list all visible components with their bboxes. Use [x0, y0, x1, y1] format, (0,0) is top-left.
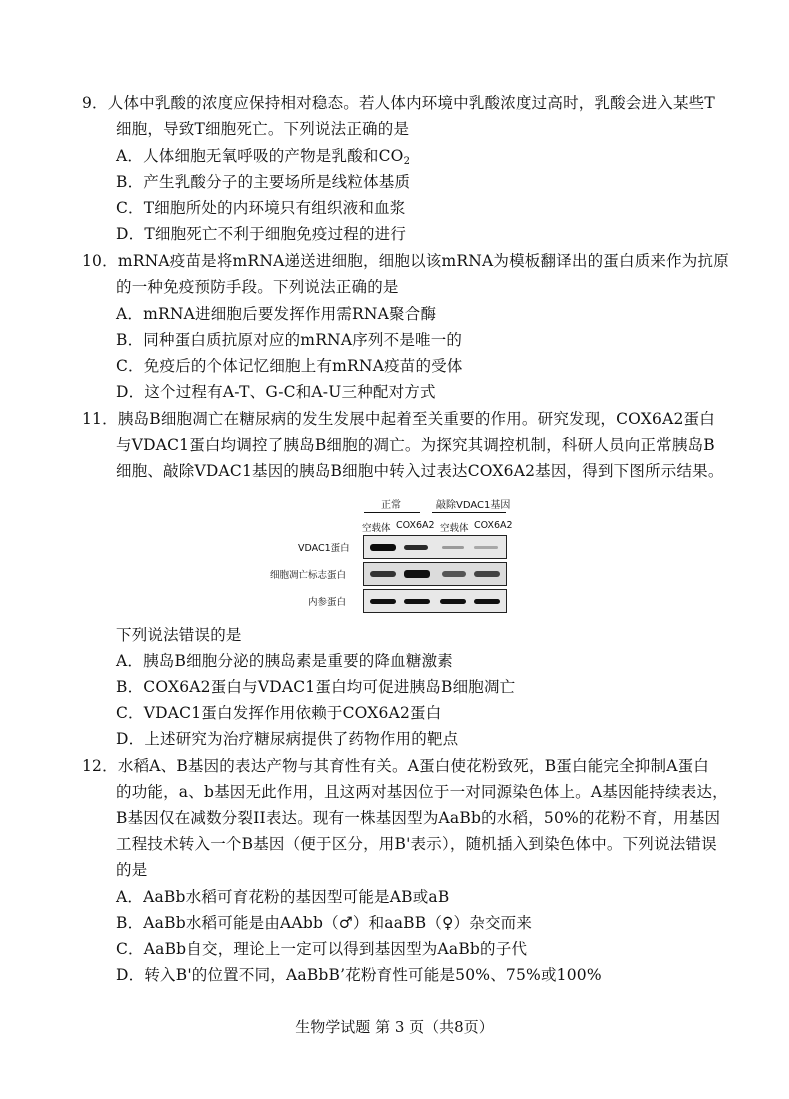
q10-stem-line-1: 10．mRNA疫苗是将mRNA递送进细胞，细胞以该mRNA为模板翻译出的蛋白质来作为抗原: [82, 252, 729, 270]
q12-stem-line-5: 的是: [116, 861, 148, 879]
blot-lane-1-label: 空载体: [362, 523, 391, 534]
blot-group-normal: 正常: [381, 500, 401, 511]
blot-lane-3-label: 空载体: [440, 523, 469, 534]
q9-option-b: B．产生乳酸分子的主要场所是线粒体基质: [116, 173, 411, 191]
band-vdac1-lane1: [370, 544, 396, 551]
band-vdac1-lane2: [404, 545, 428, 550]
q11-option-c: C．VDAC1蛋白发挥作用依赖于COX6A2蛋白: [116, 704, 442, 722]
blot-row-1-label: VDAC1蛋白: [298, 543, 350, 554]
q12-option-b: B．AaBb水稻可能是由AAbb（♂）和aaBB（♀）杂交而来: [116, 914, 533, 932]
q10-option-c: C．免疫后的个体记忆细胞上有mRNA疫苗的受体: [116, 357, 463, 375]
q11-stem-line-3: 细胞、敲除VDAC1基因的胰岛B细胞中转入过表达COX6A2基因，得到下图所示结果。: [116, 462, 724, 480]
q9-stem-line-2: 细胞，导致T细胞死亡。下列说法正确的是: [116, 120, 410, 138]
q9-stem-line-1: 9．人体中乳酸的浓度应保持相对稳态。若人体内环境中乳酸浓度过高时，乳酸会进入某些T: [82, 94, 715, 112]
blot-group-knockout: 敲除VDAC1基因: [436, 500, 511, 511]
band-marker-lane2: [404, 570, 430, 578]
q12-option-a: A．AaBb水稻可育花粉的基因型可能是AB或aB: [116, 888, 450, 906]
q12-option-c: C．AaBb自交，理论上一定可以得到基因型为AaBb的子代: [116, 940, 528, 958]
q10-option-a: A．mRNA进细胞后要发挥作用需RNA聚合酶: [116, 305, 437, 323]
band-vdac1-lane3: [442, 546, 464, 549]
q9-option-c: C．T细胞所处的内环境只有组织液和血浆: [116, 199, 406, 217]
blot-lane-4-label: COX6A2: [474, 520, 513, 531]
q12-stem-line-1: 12．水稻A、B基因的表达产物与其育性有关。A蛋白使花粉致死，B蛋白能完全抑制A蛋白: [82, 757, 709, 775]
q12-stem-line-2: 的功能，a、b基因无此作用，且这两对基因位于一对同源染色体上。A基因能持续表达，: [116, 783, 728, 801]
q10-option-d: D．这个过程有A-T、G-C和A-U三种配对方式: [116, 383, 436, 401]
band-control-lane3: [440, 599, 466, 604]
blot-panel-apoptosis-marker: [363, 562, 507, 586]
q11-option-d: D．上述研究为治疗糖尿病提供了药物作用的靶点: [116, 730, 459, 748]
q11-stem-line-2: 与VDAC1蛋白均调控了胰岛B细胞的凋亡。为探究其调控机制，科研人员向正常胰岛B: [116, 436, 715, 454]
q11-stem-line-1: 11．胰岛B细胞凋亡在糖尿病的发生发展中起着至关重要的作用。研究发现，COX6A2蛋白: [82, 410, 715, 428]
band-control-lane2: [404, 599, 430, 604]
western-blot-figure: [268, 492, 538, 612]
band-marker-lane4: [474, 571, 500, 577]
blot-row-2-label: 细胞凋亡标志蛋白: [270, 570, 347, 581]
q11-option-b: B．COX6A2蛋白与VDAC1蛋白均可促进胰岛B细胞凋亡: [116, 678, 516, 696]
blot-group-knockout-underline: [432, 512, 506, 513]
q11-question: 下列说法错误的是: [116, 626, 242, 644]
band-vdac1-lane4: [474, 546, 498, 549]
blot-panel-vdac1: [363, 535, 507, 559]
q9-option-a-text: A．人体细胞无氧呼吸的产物是乳酸和CO: [116, 147, 404, 165]
q11-option-a: A．胰岛B细胞分泌的胰岛素是重要的降血糖激素: [116, 652, 453, 670]
band-control-lane4: [474, 599, 500, 604]
q10-option-b: B．同种蛋白质抗原对应的mRNA序列不是唯一的: [116, 331, 463, 349]
q9-option-a: [116, 145, 410, 167]
band-control-lane1: [370, 599, 396, 604]
q12-stem-line-4: 工程技术转入一个B基因（便于区分，用B'表示），随机插入到染色体中。下列说法错误: [116, 835, 717, 853]
q10-stem-line-2: 的一种免疫预防手段。下列说法正确的是: [116, 278, 399, 296]
blot-group-normal-underline: [364, 512, 420, 513]
blot-lane-2-label: COX6A2: [396, 520, 435, 531]
q9-option-d: D．T细胞死亡不利于细胞免疫过程的进行: [116, 225, 407, 243]
band-marker-lane3: [442, 571, 466, 577]
q12-option-d: D．转入B'的位置不同，AaBbB’花粉育性可能是50%、75%或100%: [116, 966, 602, 984]
page-footer: 生物学试题 第 3 页（共8页）: [295, 1018, 494, 1036]
blot-row-3-label: 内参蛋白: [308, 597, 347, 608]
blot-panel-internal-control: [363, 589, 507, 613]
band-marker-lane1: [370, 571, 396, 577]
q9-option-a-subscript: 2: [403, 156, 411, 167]
q12-stem-line-3: B基因仅在减数分裂II表达。现有一株基因型为AaBb的水稻，50%的花粉不育，用基因: [116, 809, 721, 827]
